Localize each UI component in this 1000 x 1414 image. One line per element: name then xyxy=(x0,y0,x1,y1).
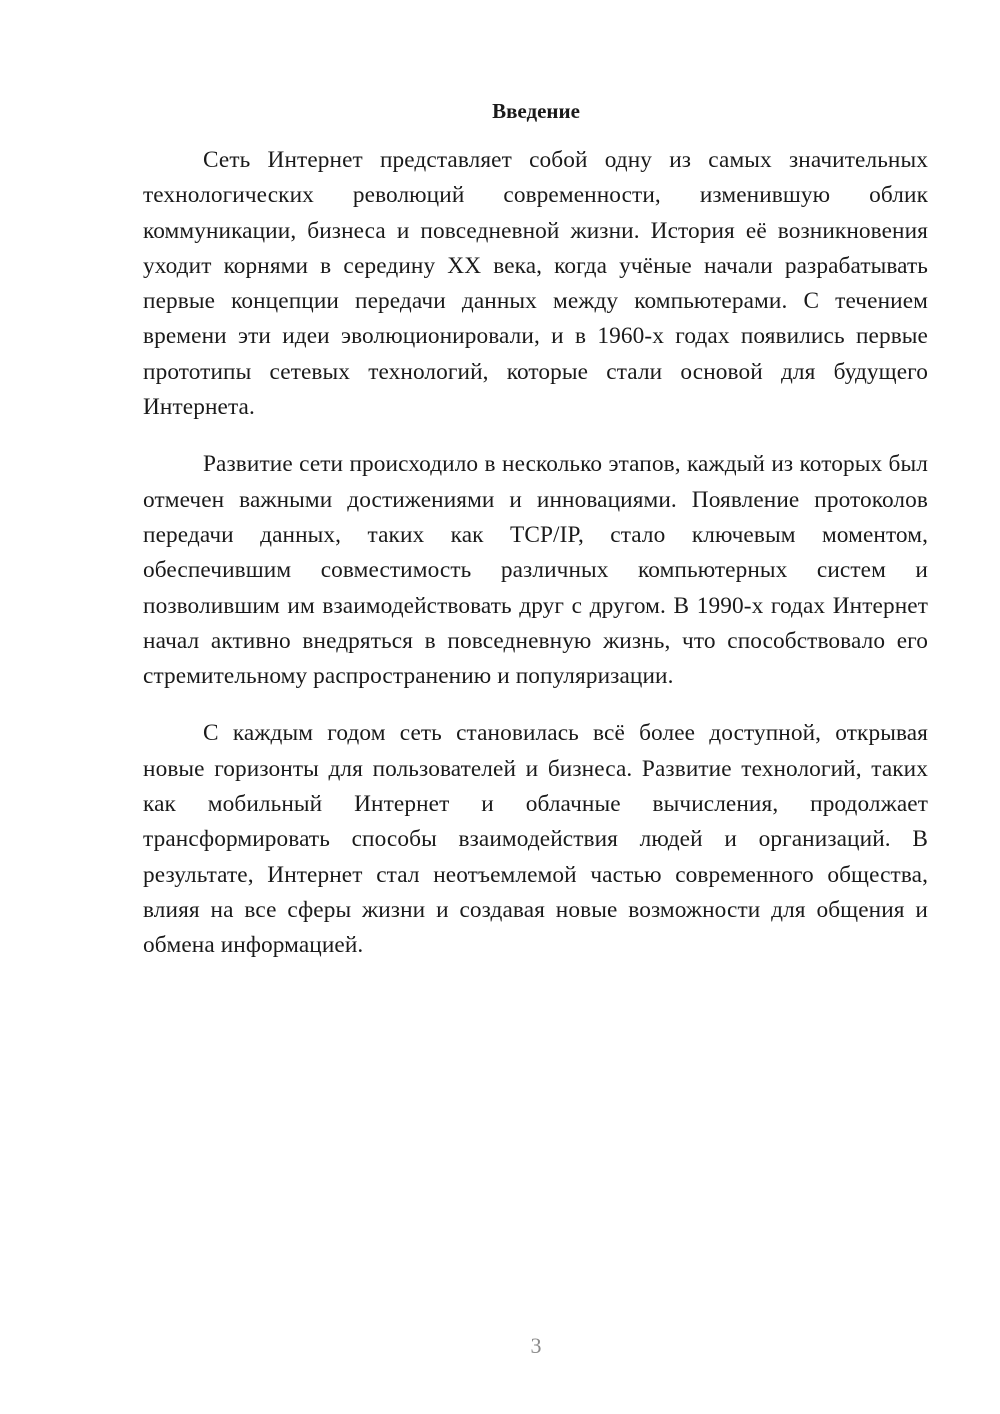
page-number: 3 xyxy=(530,1333,542,1358)
paragraph-3: С каждым годом сеть становилась всё более доступной, открывая новые горизонты для пользователей и бизнеса. Развитие технологий, таких как мобильный Интернет и облачные вычисления, продолжает трансформировать способы взаимодействия людей и организаций. В результате, Интернет стал неотъемлемой частью современного общества, влияя на все сферы жизни и создавая новые возможности для общения и обмена информацией. xyxy=(143,720,928,959)
section-title: Введение xyxy=(492,99,580,123)
paragraph-2: Развитие сети происходило в несколько этапов, каждый из которых был отмечен важными достижениями и инновациями. Появление протоколов передачи данных, таких как TCP/IP, стало ключевым моментом, обеспечившим совместимость различных компьютерных систем и позволившим им взаимодействовать друг с другом. В 1990-х годах Интернет начал активно внедряться в повседневную жизнь, что способствовало его стремительному распространению и популяризации. xyxy=(143,451,928,690)
body-text xyxy=(143,143,928,986)
paragraph-1: Сеть Интернет представляет собой одну из самых значительных технологических революций современности, изменившую облик коммуникации, бизнеса и повседневной жизни. История её возникновения уходит корнями в середину XX века, когда учёные начали разрабатывать первые концепции передачи данных между компьютерами. С течением времени эти идеи эволюционировали, и в 1960-х годах появились первые прототипы сетевых технологий, которые стали основой для будущего Интернета. xyxy=(143,147,928,421)
